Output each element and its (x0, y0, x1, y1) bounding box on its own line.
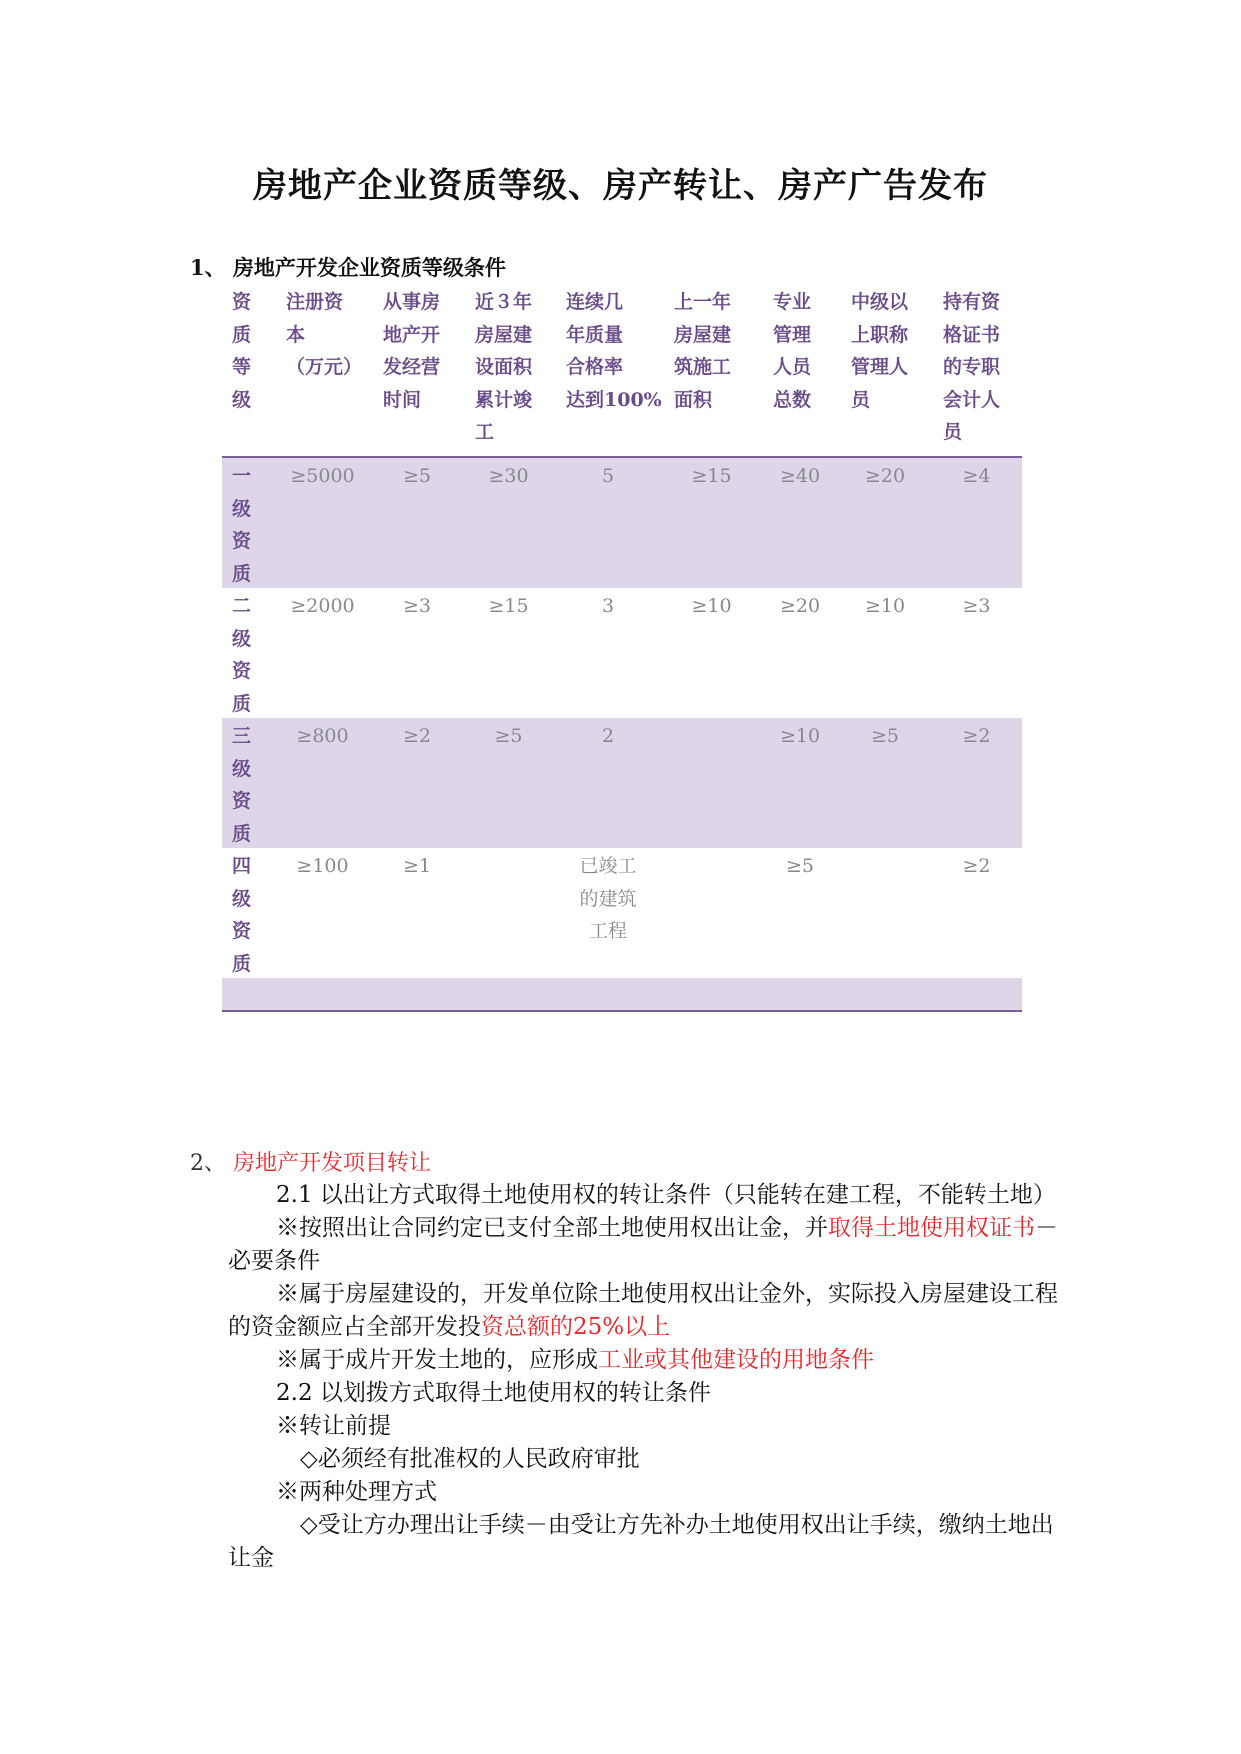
table-row (222, 458, 1022, 588)
cell-text: ≥20 (779, 595, 821, 617)
cell-text: ≥4 (962, 465, 991, 487)
header-text: 的专职 (943, 356, 1001, 378)
table-cell (274, 848, 371, 978)
header-text: 工 (475, 421, 495, 443)
table-cell (371, 848, 463, 978)
text-span: ※属于房屋建设的，开发单位除土地使用权出让金外，实际投入房屋建设工程的资金额应占全部开发投 (228, 1281, 1058, 1340)
header-text: 管理 (773, 323, 812, 346)
qualification-table (222, 286, 1022, 1012)
cell-text: ≥40 (779, 465, 821, 487)
cell-text: 工程 (588, 920, 627, 942)
cell-text: ≥5 (785, 855, 814, 877)
cell-text: 的建筑 (579, 887, 637, 910)
highlight-text: 取得土地使用权证书 (828, 1215, 1035, 1241)
header-text: 从事房 (383, 291, 441, 313)
text-span: －必要条件 (228, 1215, 1058, 1274)
header-text: 房屋建 (674, 323, 732, 346)
highlight-text: 工业或其他建设的用地条件 (598, 1347, 874, 1373)
paragraph-premise: ※转让前提 (276, 1413, 391, 1439)
cell-text: 已竣工 (579, 855, 637, 877)
grade-cell (222, 718, 274, 848)
header-text: 会计人 (943, 388, 1001, 411)
header-cell (274, 286, 371, 456)
grade-text: 二 (232, 595, 252, 617)
table-cell (931, 588, 1022, 718)
table-cell (463, 458, 554, 588)
table-cell (931, 848, 1022, 978)
table-cell (761, 588, 839, 718)
header-text: 管理人 (851, 356, 909, 378)
header-text: 连续几 (566, 291, 624, 313)
paragraph-methods: ※两种处理方式 (276, 1479, 437, 1505)
text-span: ※属于成片开发土地的，应形成 (276, 1347, 598, 1373)
table-cell (761, 718, 839, 848)
header-text: 面积 (674, 388, 713, 411)
paragraph-certificate (228, 1212, 1058, 1278)
section2-title: 房地产开发项目转让 (233, 1151, 432, 1176)
header-text: 级 (232, 388, 252, 411)
header-text: 中级以 (851, 291, 909, 313)
table-cell (371, 588, 463, 718)
table-cell (554, 718, 662, 848)
cell-text: ≥800 (296, 725, 349, 747)
table-cell (554, 848, 662, 978)
cell-text: ≥10 (691, 595, 732, 617)
grade-text: 质 (232, 562, 252, 585)
header-cell (222, 286, 274, 456)
grade-text: 质 (232, 952, 252, 975)
section2-body (228, 1179, 1058, 1575)
cell-text: ≥15 (488, 595, 529, 617)
grade-cell (222, 848, 274, 978)
header-text: 等 (232, 356, 252, 378)
cell-text: ≥20 (864, 465, 906, 487)
table-cell (274, 458, 371, 588)
header-text: 近３年 (475, 291, 533, 313)
cell-text: ≥5 (402, 465, 431, 487)
header-text: 设面积 (475, 356, 533, 378)
cell-text: ≥3 (962, 595, 991, 617)
cell-text: ≥3 (402, 595, 431, 617)
header-text: 总数 (773, 388, 812, 411)
header-text: 员 (943, 421, 963, 443)
cell-text: ≥5 (494, 725, 523, 747)
header-cell (839, 286, 931, 456)
grade-cell (222, 588, 274, 718)
table-row (222, 848, 1022, 978)
cell-text: 2 (601, 725, 615, 747)
grade-text: 资 (232, 790, 252, 812)
table-cell (931, 458, 1022, 588)
header-text: 上职称 (851, 323, 909, 346)
header-text: 时间 (383, 388, 422, 411)
table-cell (371, 718, 463, 848)
text-span: ※按照出让合同约定已支付全部土地使用权出让金，并 (276, 1215, 828, 1241)
header-text: 持有资 (943, 291, 1001, 313)
table-cell (274, 588, 371, 718)
header-text: 专业 (773, 291, 812, 313)
header-text: 房屋建 (475, 323, 533, 346)
header-text: 上一年 (674, 291, 732, 313)
paragraph-land-development (228, 1344, 1058, 1377)
header-cell (662, 286, 761, 456)
cell-text: ≥15 (691, 465, 732, 487)
section2-heading (190, 1146, 431, 1177)
paragraph-2-1: 2.1 以出让方式取得土地使用权的转让条件（只能转在建工程，不能转土地） (276, 1182, 1056, 1208)
header-text: 达到100% (566, 388, 662, 411)
table-cell (662, 588, 761, 718)
table-cell (839, 458, 931, 588)
table-cell (463, 588, 554, 718)
table-cell (554, 458, 662, 588)
table-cell (662, 848, 761, 978)
cell-text: ≥5000 (290, 465, 355, 487)
highlight-text: 资总额的25%以上 (481, 1314, 671, 1340)
grade-text: 四 (232, 855, 252, 877)
table-cell (761, 458, 839, 588)
header-text: 格证书 (943, 323, 1001, 346)
table-cell (463, 718, 554, 848)
cell-text: ≥2 (962, 855, 991, 877)
header-text: 员 (851, 388, 871, 411)
grade-text: 质 (232, 692, 252, 715)
header-text: 本 (286, 323, 306, 346)
header-cell (371, 286, 463, 456)
cell-text: 3 (601, 595, 615, 617)
table-cell (931, 718, 1022, 848)
grade-text: 三 (232, 725, 252, 747)
grade-text: 级 (232, 497, 252, 520)
table-cell (761, 848, 839, 978)
header-text: 年质量 (566, 323, 624, 346)
paragraph-approval: ◇必须经有批准权的人民政府审批 (300, 1446, 640, 1472)
header-text: 筑施工 (674, 356, 732, 378)
header-text: 合格率 (566, 356, 624, 378)
cell-text: ≥30 (488, 465, 529, 487)
cell-text: ≥10 (864, 595, 906, 617)
cell-text: ≥10 (779, 725, 821, 747)
table-cell (274, 718, 371, 848)
header-text: 地产开 (383, 323, 441, 346)
header-text: 累计竣 (475, 388, 533, 411)
header-cell (761, 286, 839, 456)
header-text: 人员 (773, 356, 812, 378)
table-cell (463, 848, 554, 978)
header-text: 注册资 (286, 291, 344, 313)
table-row (222, 588, 1022, 718)
table-cell (662, 458, 761, 588)
paragraph-transferee: ◇受让方办理出让手续－由受让方先补办土地使用权出让手续，缴纳土地出让金 (228, 1512, 1054, 1571)
header-cell (554, 286, 662, 456)
header-text: 发经营 (383, 356, 441, 378)
header-text: 资 (232, 291, 252, 313)
table-cell (371, 458, 463, 588)
cell-text: ≥2 (962, 725, 991, 747)
grade-text: 级 (232, 887, 252, 910)
page-title: 房地产企业资质等级、房产转让、房产广告发布 (253, 166, 988, 206)
cell-text: 5 (601, 465, 615, 487)
grade-text: 级 (232, 627, 252, 650)
table-header-row (222, 286, 1022, 458)
header-cell (463, 286, 554, 456)
cell-text: ≥100 (296, 855, 349, 877)
cell-text: ≥5 (870, 725, 899, 747)
table-bottom-band (222, 978, 1022, 1012)
grade-text: 资 (232, 530, 252, 552)
header-cell (931, 286, 1022, 456)
section1-heading: 1、 房地产开发企业资质等级条件 (190, 255, 506, 280)
grade-text: 级 (232, 757, 252, 780)
grade-text: 一 (232, 465, 252, 487)
table-cell (554, 588, 662, 718)
table-cell (839, 848, 931, 978)
grade-cell (222, 458, 274, 588)
paragraph-2-2: 2.2 以划拨方式取得土地使用权的转让条件 (276, 1380, 711, 1406)
header-text: （万元） (286, 356, 363, 378)
cell-text: ≥2000 (290, 595, 355, 617)
table-cell (839, 718, 931, 848)
table-cell (662, 718, 761, 848)
table-cell (839, 588, 931, 718)
section2-number: 2、 (190, 1151, 226, 1176)
header-text: 质 (232, 323, 252, 346)
grade-text: 资 (232, 660, 252, 682)
grade-text: 质 (232, 822, 252, 845)
grade-text: 资 (232, 920, 252, 942)
cell-text: ≥2 (402, 725, 431, 747)
table-row (222, 718, 1022, 848)
paragraph-investment (228, 1278, 1058, 1344)
cell-text: ≥1 (402, 855, 431, 877)
